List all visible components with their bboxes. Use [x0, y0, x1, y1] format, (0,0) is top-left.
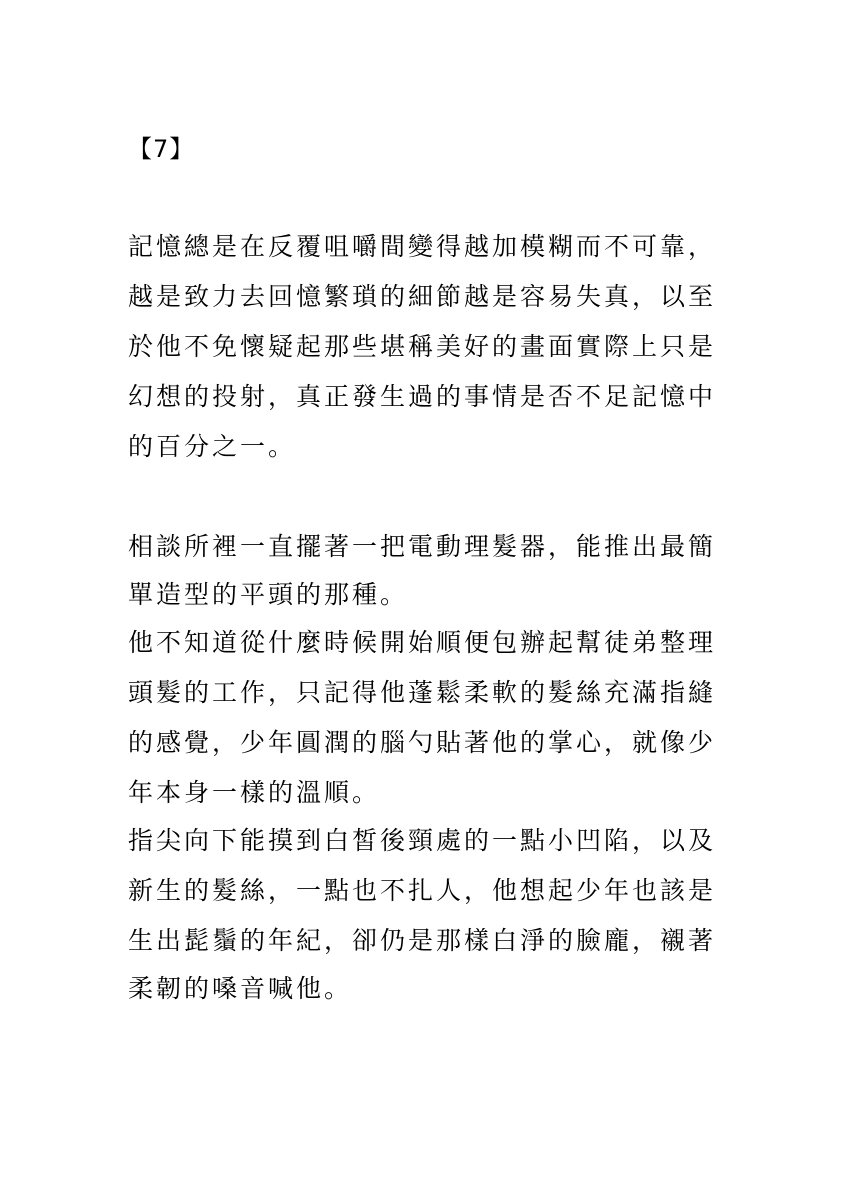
- paragraph-line: 越是致力去回憶繁瑣的細節越是容易失真，以至: [128, 282, 717, 311]
- paragraph-line: 生出髭鬚的年紀，卻仍是那樣白淨的臉龐，襯著: [128, 926, 717, 955]
- paragraph-line: 的感覺，少年圓潤的腦勺貼著他的掌心，就像少: [128, 728, 717, 757]
- paragraph-line: 柔韌的嗓音喊他。: [128, 974, 353, 1003]
- paragraph-line: 頭髮的工作，只記得他蓬鬆柔軟的髮絲充滿指縫: [128, 678, 717, 707]
- paragraph-line: 記憶總是在反覆咀嚼間變得越加模糊而不可靠，: [128, 232, 717, 261]
- paragraph-line: 指尖向下能摸到白皙後頸處的一點小凹陷，以及: [128, 826, 717, 855]
- chapter-heading: 【7】: [128, 135, 195, 163]
- paragraph-line: 幻想的投射，真正發生過的事情是否不足記憶中: [128, 382, 717, 411]
- paragraph-line: 年本身一樣的溫順。: [128, 778, 381, 807]
- paragraph-line: 單造型的平頭的那種。: [128, 580, 409, 609]
- paragraph-line: 新生的髮絲，一點也不扎人，他想起少年也該是: [128, 876, 717, 905]
- paragraph-line: 於他不免懷疑起那些堪稱美好的畫面實際上只是: [128, 332, 717, 361]
- paragraph-line: 他不知道從什麼時候開始順便包辦起幫徒弟整理: [128, 628, 717, 657]
- paragraph-line: 的百分之一。: [128, 432, 297, 461]
- paragraph-line: 相談所裡一直擺著一把電動理髮器，能推出最簡: [128, 532, 717, 561]
